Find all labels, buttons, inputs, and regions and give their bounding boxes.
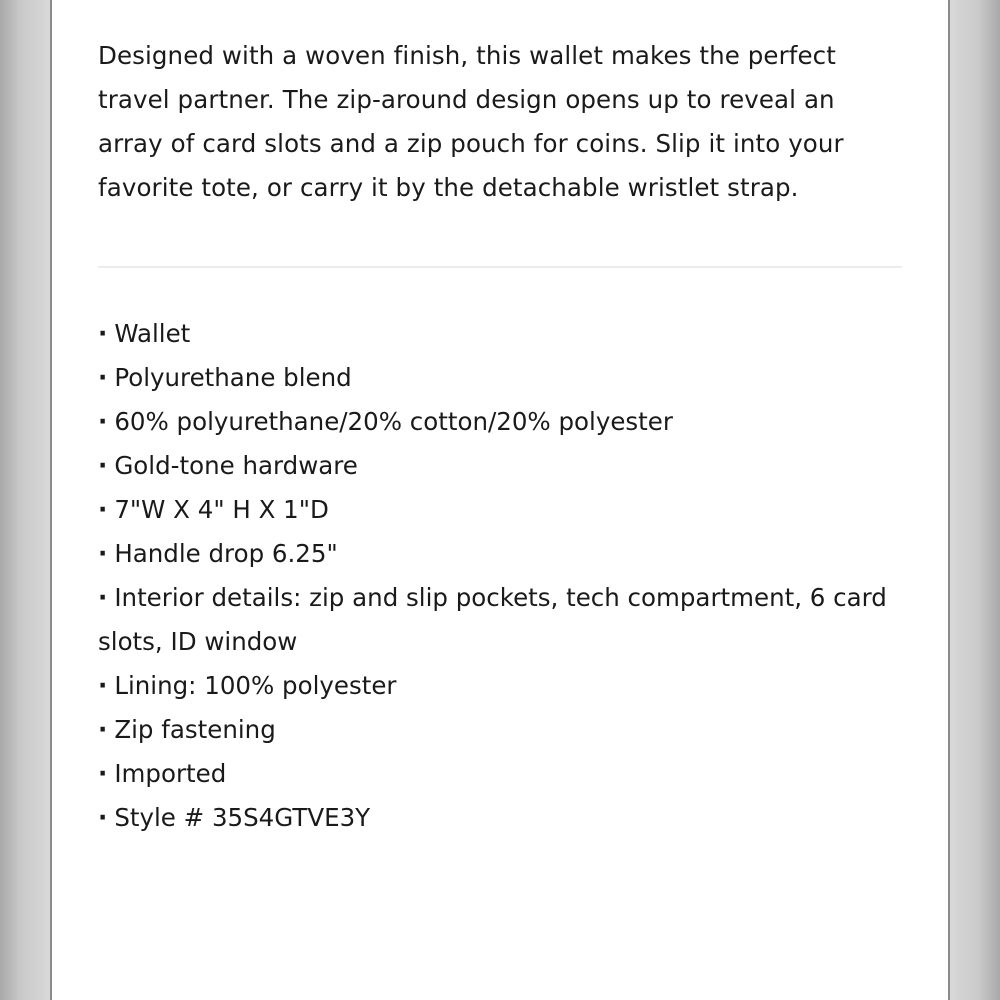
product-details-panel — [98, 34, 902, 840]
spec-text: Gold-tone hardware — [114, 451, 358, 480]
left-backdrop — [0, 0, 52, 1000]
spec-text: Lining: 100% polyester — [114, 671, 397, 700]
bullet-icon: · — [98, 715, 108, 744]
spec-text: Interior details: zip and slip pockets, tech compartment, 6 card slots, ID window — [98, 583, 887, 656]
bullet-icon: · — [98, 671, 108, 700]
spec-item-style-number — [98, 796, 902, 840]
spec-item-interior — [98, 576, 902, 664]
bullet-icon: · — [98, 495, 108, 524]
spec-text: 60% polyurethane/20% cotton/20% polyester — [114, 407, 673, 436]
right-backdrop — [948, 0, 1000, 1000]
bullet-icon: · — [98, 319, 108, 348]
spec-text: Wallet — [114, 319, 191, 348]
spec-item-hardware — [98, 444, 902, 488]
spec-text: Handle drop 6.25" — [114, 539, 338, 568]
spec-text: 7"W X 4" H X 1"D — [114, 495, 329, 524]
spec-item-dimensions — [98, 488, 902, 532]
spec-item-fastening — [98, 708, 902, 752]
spec-text: Zip fastening — [114, 715, 276, 744]
bullet-icon: · — [98, 363, 108, 392]
spec-text: Polyurethane blend — [114, 363, 352, 392]
bullet-icon: · — [98, 407, 108, 436]
spec-text: Style # 35S4GTVE3Y — [114, 803, 371, 832]
spec-item-handle-drop — [98, 532, 902, 576]
bullet-icon: · — [98, 759, 108, 788]
spec-item-type — [98, 312, 902, 356]
bullet-icon: · — [98, 803, 108, 832]
spec-item-composition — [98, 400, 902, 444]
spec-item-origin — [98, 752, 902, 796]
spec-item-lining — [98, 664, 902, 708]
product-description: Designed with a woven finish, this wallet makes the perfect travel partner. The zip-around design opens up to reveal an array of card slots and a zip pouch for coins. Slip it into your favorite tote, or carry it by the detachable wristlet strap. — [98, 41, 844, 202]
spec-text: Imported — [114, 759, 227, 788]
spec-item-material — [98, 356, 902, 400]
product-spec-list — [98, 312, 902, 840]
bullet-icon: · — [98, 451, 108, 480]
bullet-icon: · — [98, 539, 108, 568]
section-divider — [98, 266, 902, 268]
bullet-icon: · — [98, 583, 108, 612]
